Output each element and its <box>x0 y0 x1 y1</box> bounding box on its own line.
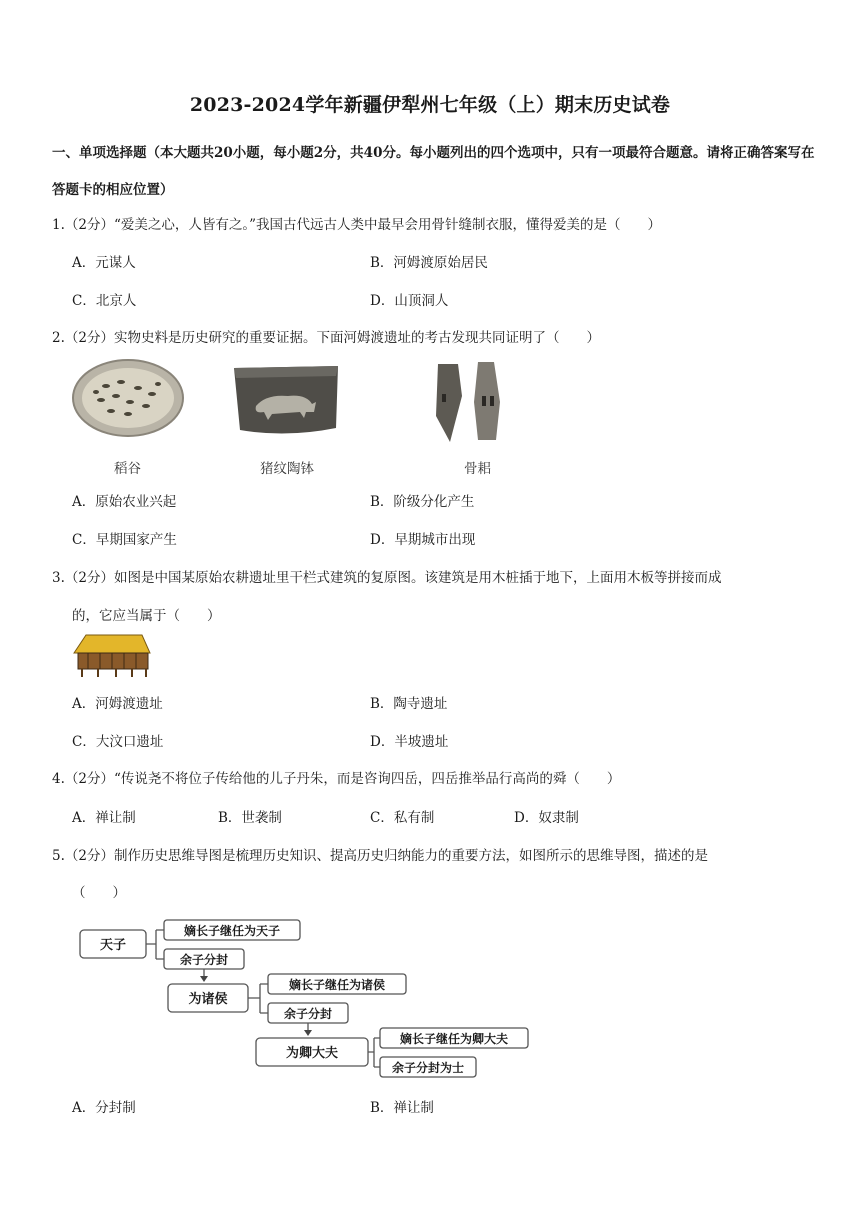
section-heading: 一、单项选择题（本大题共20小题，每小题2分，共40分。每小题列出的四个选项中，只有一项最符合题意。请将正确答案写在答题卡的相应位置） <box>52 145 815 198</box>
q5-option-a[interactable]: A．分封制 <box>72 1100 136 1116</box>
q5-option-b[interactable]: B．禅让制 <box>370 1100 434 1116</box>
map-node-qingdafu-heir: 嫡长子继任为卿大夫 <box>399 1032 509 1046</box>
question-3-stem-line2: 的，它应当属于（ ） <box>72 608 221 624</box>
q4-option-b[interactable]: B．世袭制 <box>218 810 282 826</box>
q1-option-a[interactable]: A．元谋人 <box>72 255 136 271</box>
question-4-stem: 4.（2分）“传说尧不将位子传给他的儿子丹朱，而是咨询四岳，四岳推举品行高尚的舜（ ） <box>52 771 621 787</box>
bone-spade-image <box>436 362 500 442</box>
q1-option-b[interactable]: B．河姆渡原始居民 <box>370 255 488 271</box>
q4-option-d[interactable]: D．奴隶制 <box>514 810 579 826</box>
map-node-zhuhou-heir: 嫡长子继任为诸侯 <box>288 978 386 992</box>
q3-option-c[interactable]: C．大汶口遗址 <box>72 734 164 750</box>
question-1-stem: 1.（2分）“爱美之心，人皆有之。”我国古代远古人类中最早会用骨针缝制衣服，懂得爱美的是（ ） <box>52 217 662 233</box>
q3-option-a[interactable]: A．河姆渡遗址 <box>72 696 163 712</box>
caption-bone-spade: 骨耜 <box>464 461 491 477</box>
map-node-tianzi: 天子 <box>99 938 127 953</box>
artifact-images <box>66 356 506 452</box>
map-node-tianzi-heir: 嫡长子继任为天子 <box>183 924 281 938</box>
stilt-house-image <box>72 633 152 679</box>
q4-option-c[interactable]: C．私有制 <box>370 810 435 826</box>
q2-option-a[interactable]: A．原始农业兴起 <box>72 494 177 510</box>
map-node-zhuhou: 为诸侯 <box>188 992 228 1007</box>
q3-option-b[interactable]: B．陶寺遗址 <box>370 696 448 712</box>
mind-map-diagram <box>76 918 536 1080</box>
q1-option-c[interactable]: C．北京人 <box>72 293 137 309</box>
map-node-shi: 余子分封为士 <box>391 1061 465 1075</box>
map-node-zhuhou-others: 余子分封 <box>283 1007 333 1021</box>
exam-title: 2023-2024学年新疆伊犁州七年级（上）期末历史试卷 <box>189 94 671 116</box>
caption-pottery-bowl: 猪纹陶钵 <box>260 461 314 477</box>
map-node-qingdafu: 为卿大夫 <box>285 1046 339 1061</box>
pig-pottery-bowl-image <box>234 366 338 434</box>
question-3-stem-line1: 3.（2分）如图是中国某原始农耕遗址里干栏式建筑的复原图。该建筑是用木桩插于地下，上面用木板等拼接而成 <box>52 570 722 586</box>
q2-option-b[interactable]: B．阶级分化产生 <box>370 494 475 510</box>
q3-option-d[interactable]: D．半坡遗址 <box>370 734 449 750</box>
caption-rice: 稻谷 <box>114 461 141 477</box>
rice-grain-image <box>73 360 183 436</box>
q2-option-c[interactable]: C．早期国家产生 <box>72 532 177 548</box>
q2-option-d[interactable]: D．早期城市出现 <box>370 532 476 548</box>
map-node-tianzi-others: 余子分封 <box>179 953 229 967</box>
question-5-stem-line2: （ ） <box>72 885 126 901</box>
question-2-stem: 2.（2分）实物史料是历史研究的重要证据。下面河姆渡遗址的考古发现共同证明了（ ） <box>52 330 600 346</box>
q1-option-d[interactable]: D．山顶洞人 <box>370 293 449 309</box>
question-5-stem-line1: 5.（2分）制作历史思维导图是梳理历史知识、提高历史归纳能力的重要方法，如图所示的思维导图，描述的是 <box>52 848 708 864</box>
q4-option-a[interactable]: A．禅让制 <box>72 810 136 826</box>
